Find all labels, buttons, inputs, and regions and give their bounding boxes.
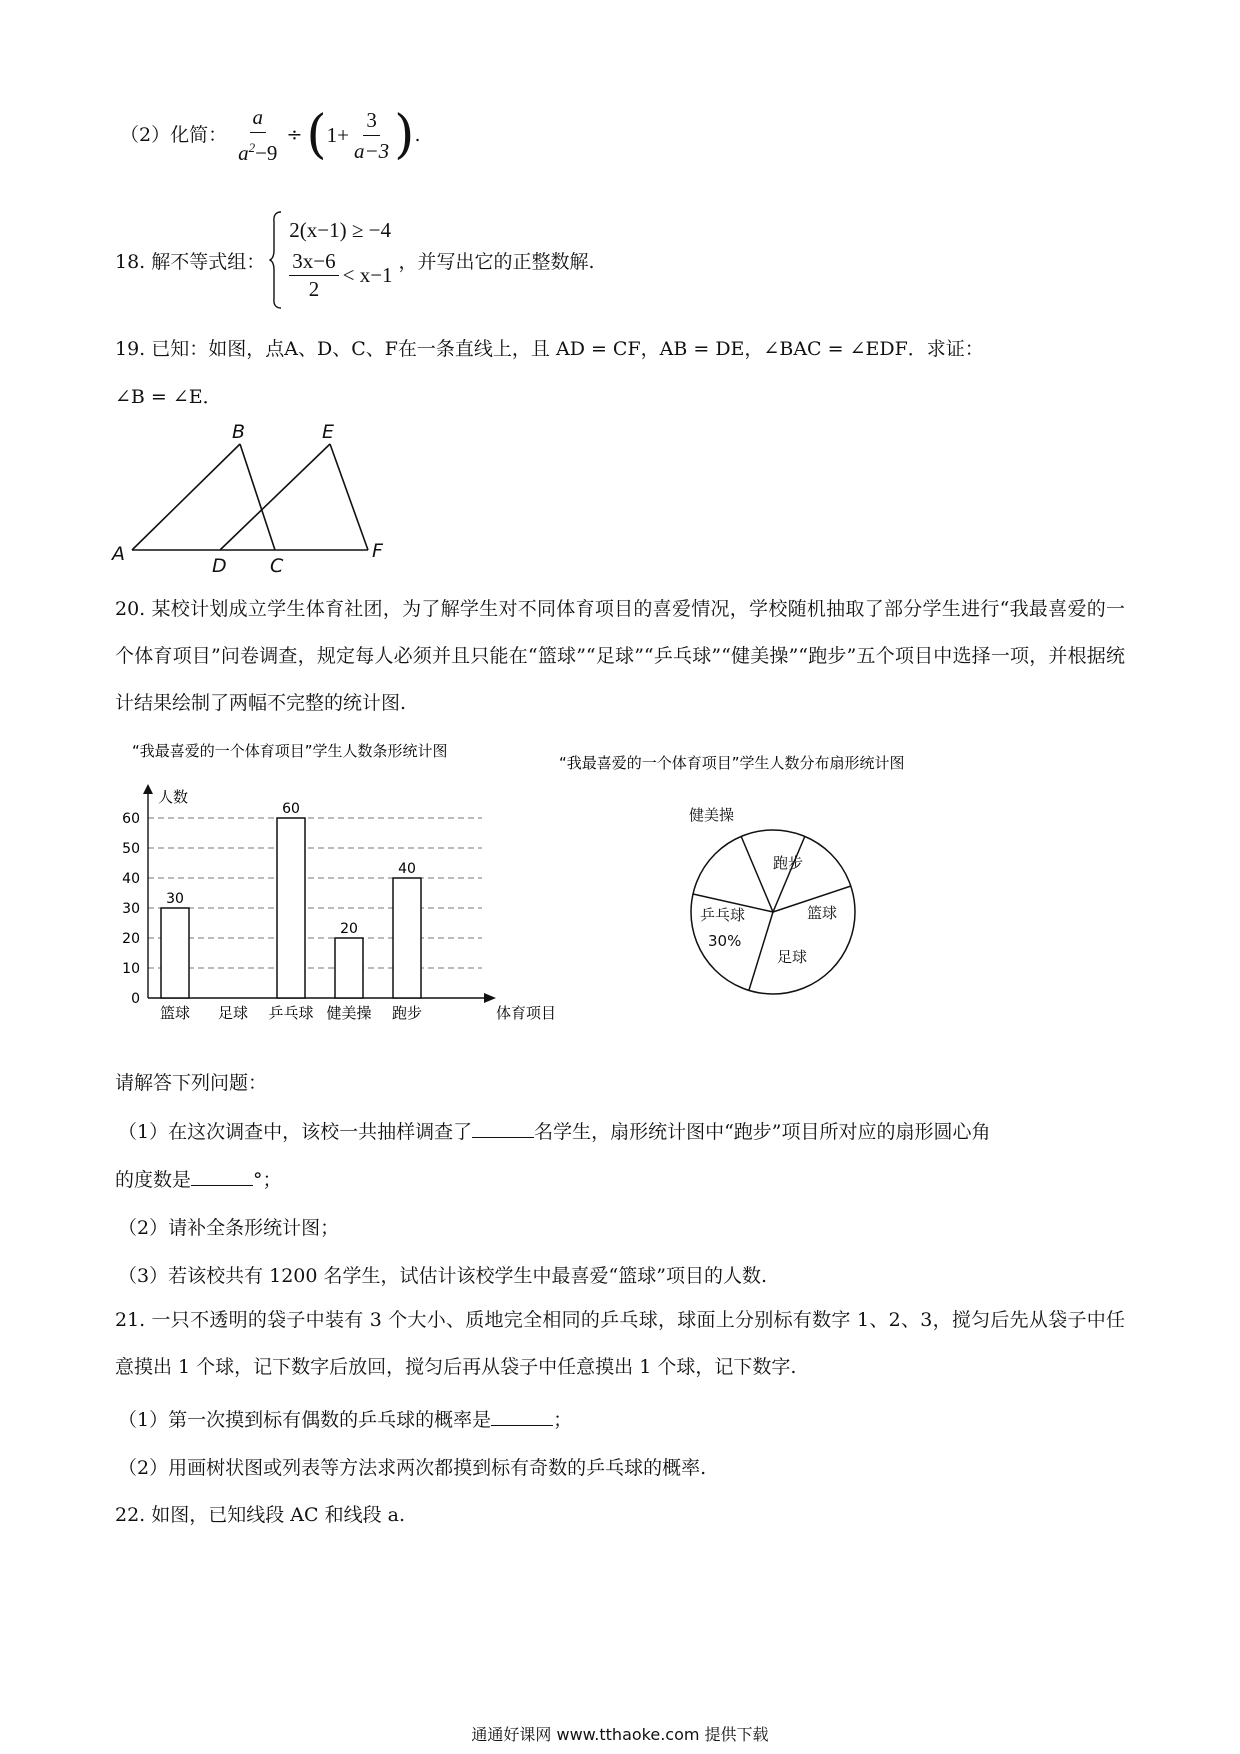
pie-label-aerobics: 健美操 xyxy=(689,806,735,824)
pie-divider-2 xyxy=(773,836,805,912)
pie-label-pingpong: 乒乓球 xyxy=(700,906,746,924)
segment-de xyxy=(220,444,330,550)
y-axis-label: 人数 xyxy=(158,788,189,806)
q18-label: 18. 解不等式组： xyxy=(115,250,266,273)
q20-sub1-cont: 的度数是 °； xyxy=(115,1169,282,1191)
bar xyxy=(393,878,421,998)
point-label-c: C xyxy=(270,555,284,577)
point-label-e: E xyxy=(322,421,335,443)
y-axis-arrow xyxy=(143,784,153,794)
q17-2-label: （2）化简： xyxy=(120,124,228,146)
y-tick-label: 60 xyxy=(122,811,140,827)
answer-blank-probability[interactable] xyxy=(491,1407,553,1426)
q17-2-paren-right: ) xyxy=(394,105,415,165)
q17-2 xyxy=(120,100,421,170)
x-axis-arrow xyxy=(484,993,496,1003)
segment-ab xyxy=(132,444,240,550)
q18-tail: ，并写出它的正整数解. xyxy=(398,250,595,273)
q17-2-one-plus: 1+ xyxy=(326,123,349,147)
pie-chart xyxy=(555,752,1055,1012)
bar-chart xyxy=(110,740,570,1040)
category-label: 乒乓球 xyxy=(268,1004,314,1022)
answer-blank-angle[interactable] xyxy=(191,1167,253,1186)
bar-value-label: 60 xyxy=(282,801,300,817)
point-label-f: F xyxy=(372,540,383,562)
pie-label-pingpong-percent: 30% xyxy=(708,932,742,950)
q18-ineq2: $\frac{3x-6}{2}$ < x−1 xyxy=(289,249,392,302)
bar-value-label: 40 xyxy=(398,861,416,877)
q19-line1: 19. 已知：如图，点A、D、C、F在一条直线上，且 AD = CF，AB = DE，∠BAC = ∠EDF．求证： xyxy=(115,338,984,360)
q21-sub1: （1）第一次摸到标有偶数的乒乓球的概率是 ； xyxy=(118,1409,573,1431)
segment-bc xyxy=(240,444,275,550)
category-label: 健美操 xyxy=(326,1004,372,1022)
answer-blank-total[interactable] xyxy=(472,1119,534,1138)
point-label-b: B xyxy=(232,421,246,443)
bar xyxy=(161,908,189,998)
q18-brace xyxy=(269,210,283,310)
q19-line2: ∠B = ∠E． xyxy=(115,386,222,408)
q18 xyxy=(115,205,595,315)
q17-2-end: . xyxy=(414,124,421,146)
y-tick-label: 50 xyxy=(122,841,140,857)
y-tick-label: 20 xyxy=(122,931,140,947)
bar-chart-title: “我最喜爱的一个体育项目”学生人数条形统计图 xyxy=(132,742,448,760)
category-label: 跑步 xyxy=(391,1004,423,1022)
q20-paragraph: 20. 某校计划成立学生体育社团，为了解学生对不同体育项目的喜爱情况，学校随机抽取了部分学生进行“我最喜爱的一个体育项目”问卷调查，规定每人必须并且只能在“篮球”“足球”“乒乓球”“健美操”“跑步”五个项目中选择一项，并根据统计结果绘制了两幅不完整的统计图. xyxy=(115,598,1125,714)
footer: 通通好课网 www.tthaoke.com 提供下载 xyxy=(471,1725,769,1744)
q17-2-paren-left: ( xyxy=(306,105,327,165)
q21-paragraph: 21. 一只不透明的袋子中装有 3 个大小、质地完全相同的乒乓球，球面上分别标有数字 1、2、3，搅匀后先从袋子中任意摸出 1 个球，记下数字后放回，搅匀后再从袋子中任意摸出 1 个球，记下数字. xyxy=(115,1309,1125,1378)
y-tick-label: 30 xyxy=(122,901,140,917)
pie-label-running: 跑步 xyxy=(773,854,804,872)
category-label: 足球 xyxy=(217,1004,249,1022)
q17-2-divide: ÷ xyxy=(286,124,303,146)
q17-2-numerator: a xyxy=(250,103,267,133)
q20-sub3: （3）若该校共有 1200 名学生，试估计该校学生中最喜爱“篮球”项目的人数. xyxy=(118,1265,767,1287)
bar xyxy=(335,938,363,998)
q20-sub1: （1）在这次调查中，该校一共抽样调查了 名学生，扇形统计图中“跑步”项目所对应的扇形圆心角 xyxy=(118,1121,991,1143)
pie-label-basketball: 篮球 xyxy=(807,904,838,922)
segment-ef xyxy=(330,444,368,550)
y-tick-label: 10 xyxy=(122,961,140,977)
bar-value-label: 20 xyxy=(340,921,358,937)
q17-2-denominator: $a^2-9$ xyxy=(238,140,278,165)
q18-ineq1: 2(x−1) ≥ −4 xyxy=(289,218,391,242)
q20-sub2: （2）请补全条形统计图； xyxy=(118,1217,340,1239)
bar-value-label: 30 xyxy=(166,891,184,907)
q17-2-inner-fraction: $\frac{3}{a-3}$ xyxy=(354,107,390,163)
category-label: 篮球 xyxy=(159,1004,191,1022)
y-tick-label: 40 xyxy=(122,871,140,887)
q19-figure xyxy=(110,420,390,580)
pie-label-football: 足球 xyxy=(777,948,808,966)
y-tick-label: 0 xyxy=(131,991,140,1007)
q20-prompt: 请解答下列问题： xyxy=(115,1072,268,1094)
bar xyxy=(277,818,305,998)
pie-chart-title: “我最喜爱的一个体育项目”学生人数分布扇形统计图 xyxy=(559,754,905,772)
x-axis-label: 体育项目 xyxy=(496,1004,557,1022)
point-label-a: A xyxy=(112,543,125,565)
q17-2-fraction xyxy=(235,103,280,167)
q22: 22. 如图，已知线段 AC 和线段 a. xyxy=(115,1504,406,1526)
q21-sub2: （2）用画树状图或列表等方法求两次都摸到标有奇数的乒乓球的概率. xyxy=(118,1457,707,1479)
pie-divider-4 xyxy=(749,912,773,990)
pie-divider-1 xyxy=(741,836,773,912)
q18-system xyxy=(289,218,392,302)
point-label-d: D xyxy=(212,555,227,577)
